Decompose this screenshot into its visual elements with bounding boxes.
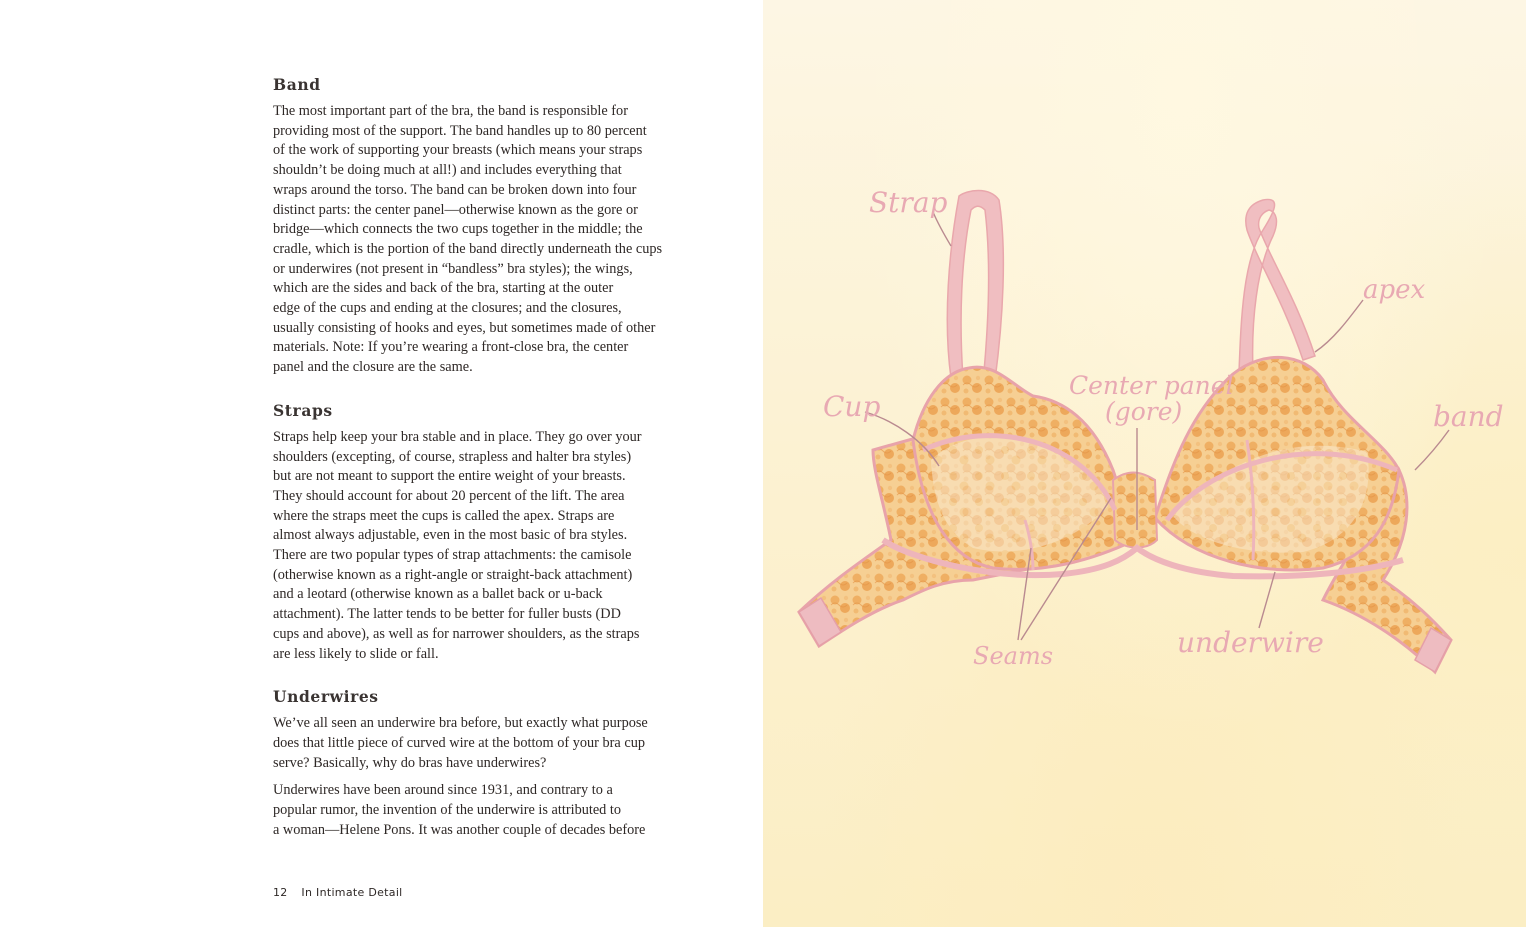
page-footer (273, 886, 403, 899)
text-line: Underwires have been around since 1931, and contrary to a (273, 782, 613, 799)
running-title: In Intimate Detail (301, 886, 403, 899)
text-line: almost always adjustable, even in the most basic of bra styles. (273, 527, 628, 544)
text-line: Straps help keep your bra stable and in place. They go over your (273, 428, 642, 445)
right-strap (1239, 199, 1315, 372)
section-heading: Straps (273, 400, 333, 420)
text-column (273, 74, 683, 841)
left-strap (947, 191, 1003, 383)
text-line: materials. Note: If you’re wearing a front-close bra, the center (273, 339, 629, 356)
text-line: usually consisting of hooks and eyes, but sometimes made of other (273, 319, 656, 336)
right-page-illustration (763, 0, 1526, 927)
label-apex: apex (1363, 275, 1426, 305)
section-heading: Band (273, 75, 321, 94)
text-line: shouldn’t be doing much at all!) and includes everything that (273, 162, 622, 179)
text-line: We’ve all seen an underwire bra before, but exactly what purpose (273, 715, 648, 732)
text-line: edge of the cups and ending at the closures; and the closures, (273, 300, 622, 317)
paragraph (273, 714, 683, 773)
text-line: does that little piece of curved wire at the bottom of your bra cup (273, 734, 645, 751)
text-line: distinct parts: the center panel—otherwise known as the gore or (273, 201, 638, 218)
text-line: which are the sides and back of the bra, starting at the outer (273, 280, 614, 297)
label-center-panel: Center panel (1069, 371, 1234, 400)
text-line: shoulders (excepting, of course, strapless and halter bra styles) (273, 448, 632, 465)
text-line: cradle, which is the portion of the band directly underneath the cups (273, 240, 663, 257)
text-line: providing most of the support. The band handles up to 80 percent (273, 122, 647, 139)
text-line: but are not meant to support the entire weight of your breasts. (273, 468, 626, 485)
paragraph (273, 428, 683, 664)
text-line: The most important part of the bra, the band is responsible for (273, 103, 628, 119)
label-underwire: underwire (1177, 626, 1324, 659)
text-line: where the straps meet the cups is called the apex. Straps are (273, 507, 615, 524)
paragraph (273, 781, 683, 840)
text-line: attachment). The latter tends to be better for fuller busts (DD (273, 606, 621, 623)
text-line: bridge—which connects the two cups together in the middle; the (273, 221, 643, 238)
label-cup: Cup (823, 390, 881, 423)
text-line: of the work of supporting your breasts (which means your straps (273, 142, 643, 159)
text-line: serve? Basically, why do bras have underwires? (273, 754, 547, 771)
text-line: a woman—Helene Pons. It was another couple of decades before (273, 821, 646, 838)
label-gore: (gore) (1105, 397, 1183, 426)
text-line: panel and the closure are the same. (273, 359, 473, 376)
paragraph-gap (273, 773, 683, 781)
label-seams: Seams (973, 642, 1054, 670)
text-line: cups and above), as well as for narrower shoulders, as the straps (273, 625, 640, 642)
text-line: are less likely to slide or fall. (273, 645, 439, 662)
section-gap (273, 378, 683, 400)
section-gap (273, 664, 683, 686)
center-panel (1113, 473, 1157, 548)
text-line: popular rumor, the invention of the underwire is attributed to (273, 802, 622, 819)
label-strap: Strap (869, 186, 948, 219)
label-band: band (1433, 400, 1504, 433)
text-line: (otherwise known as a right-angle or straight-back attachment) (273, 566, 633, 583)
text-line: There are two popular types of strap attachments: the camisole (273, 547, 632, 564)
paragraph (273, 102, 683, 378)
bra-diagram (763, 0, 1526, 927)
section-heading: Underwires (273, 687, 379, 707)
text-line: and a leotard (otherwise known as a ballet back or u-back (273, 586, 603, 603)
text-line: wraps around the torso. The band can be broken down into four (273, 181, 637, 198)
text-line: They should account for about 20 percent of the lift. The area (273, 487, 625, 504)
text-line: or underwires (not present in “bandless” bra styles); the wings, (273, 260, 633, 277)
page-number: 12 (273, 886, 288, 899)
